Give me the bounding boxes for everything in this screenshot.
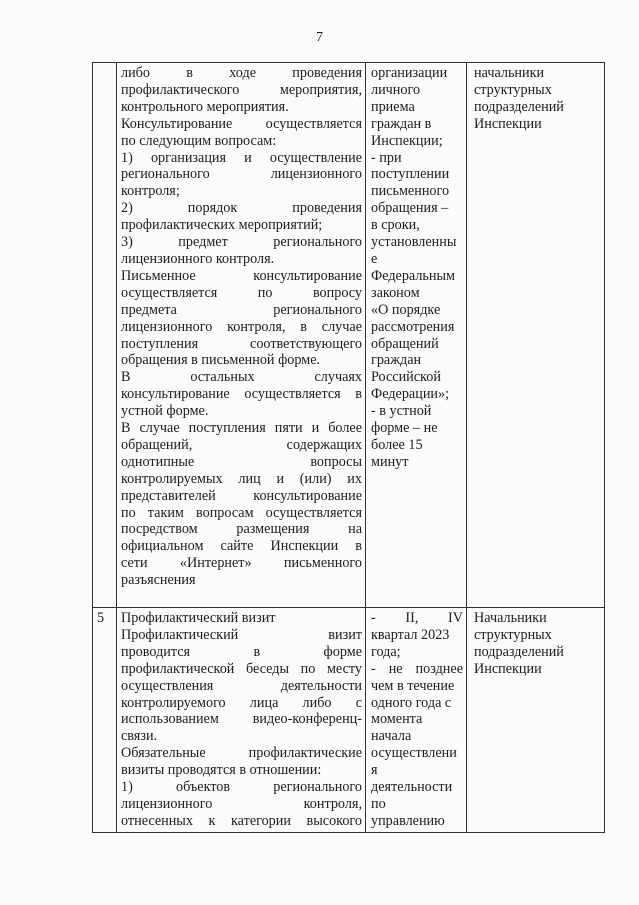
text-line: поступлении	[371, 166, 450, 183]
text-line: Российской	[371, 369, 441, 386]
text-line: официальном сайте Инспекции в	[121, 538, 362, 555]
text-line: обращений, содержащих	[121, 436, 362, 453]
text-line: В остальных случаях	[121, 369, 362, 386]
text-line: по	[371, 795, 386, 812]
text-line: Инспекции	[474, 660, 542, 677]
deadline-cell	[366, 608, 467, 833]
text-line: Обязательные профилактические	[121, 745, 362, 762]
text-line: регионального лицензионного	[121, 166, 362, 183]
text-line: связи.	[121, 728, 158, 745]
text-line: Начальники	[474, 610, 547, 626]
text-line: поступления соответствующего	[121, 335, 362, 352]
row-number	[93, 63, 116, 67]
text-line: управлению	[371, 812, 445, 829]
responsible-cell	[467, 63, 605, 608]
text-line: контроля;	[121, 183, 180, 200]
text-line: обращения в письменной форме.	[121, 352, 321, 369]
text-line: 3) предмет регионального	[121, 234, 362, 251]
page-number: 7	[316, 30, 323, 45]
text-line: - II, IV	[371, 610, 463, 626]
plan-table	[92, 62, 605, 833]
text-line: установленны	[371, 234, 457, 251]
text-line: е	[371, 250, 378, 267]
text-line: посредством размещения на	[121, 521, 362, 538]
text-line: 1) объектов регионального	[121, 779, 362, 796]
text-line: года;	[371, 643, 401, 660]
text-line: начальники	[474, 65, 545, 81]
text-line: профилактической беседы по месту	[121, 660, 362, 677]
text-line: предмета регионального	[121, 301, 362, 318]
text-line: Инспекции	[474, 115, 542, 132]
text-line: «О порядке	[371, 301, 441, 318]
text-line: подразделений	[474, 643, 564, 660]
text-line: осуществлени	[371, 745, 457, 762]
text-line: обращения –	[371, 200, 449, 217]
text-line: по следующим вопросам:	[121, 132, 277, 149]
text-line: осуществляется по вопросу	[121, 284, 362, 301]
table-row	[93, 63, 605, 608]
text-line: деятельности	[371, 779, 453, 796]
text-line: обращений	[371, 335, 439, 352]
text-line: - не позднее	[371, 660, 463, 677]
text-line: граждан в	[371, 115, 432, 132]
text-line: осуществления деятельности	[121, 677, 362, 694]
text-line: контрольного мероприятия.	[121, 98, 289, 115]
text-line: 1) организация и осуществление	[121, 149, 362, 166]
text-line: приема	[371, 98, 415, 115]
text-line: в сроки,	[371, 217, 420, 234]
text-line: профилактического мероприятия,	[121, 81, 362, 98]
text-line: лицензионного контроля,	[121, 795, 362, 812]
text-line: личного	[371, 81, 421, 98]
text-line: более 15	[371, 436, 423, 453]
text-line: Федерации»;	[371, 386, 450, 403]
row-number-cell	[93, 608, 117, 833]
table-row	[93, 608, 605, 833]
text-line: - в устной	[371, 403, 432, 420]
text-line: Федеральным	[371, 267, 456, 284]
text-line: В случае поступления пяти и более	[121, 420, 362, 437]
text-line: проводится в форме	[121, 643, 362, 660]
text-line: устной форме.	[121, 403, 209, 420]
text-line: Письменное консультирование	[121, 267, 362, 284]
text-line: визиты проводятся в отношении:	[121, 762, 322, 779]
row-number-cell	[93, 63, 117, 608]
text-line: отнесенных к категории высокого	[121, 812, 362, 829]
text-line: минут	[371, 453, 409, 470]
text-line: подразделений	[474, 98, 564, 115]
text-line: Профилактический визит	[121, 626, 362, 643]
text-line: представителей консультирование	[121, 487, 362, 504]
row-number: 5	[97, 610, 105, 626]
text-line: сети «Интернет» письменного	[121, 555, 362, 572]
text-line: профилактических мероприятий;	[121, 217, 323, 234]
text-line: структурных	[474, 626, 552, 643]
text-line: контролируемого лица либо с	[121, 694, 362, 711]
text-line: законом	[371, 284, 420, 301]
event-description-cell	[117, 608, 366, 833]
text-line: Профилактический визит	[121, 610, 276, 626]
text-line: граждан	[371, 352, 422, 369]
text-line: однотипные вопросы	[121, 453, 362, 470]
text-line: Инспекции;	[371, 132, 443, 149]
text-line: одного года с	[371, 694, 452, 711]
text-line: структурных	[474, 81, 552, 98]
text-line: организации	[371, 65, 448, 81]
text-line: момента	[371, 711, 423, 728]
text-line: использованием видео-конференц-	[121, 711, 362, 728]
text-line: лицензионного контроля, в случае	[121, 318, 362, 335]
text-line: - при	[371, 149, 402, 166]
event-description-cell	[117, 63, 366, 608]
text-line: Консультирование осуществляется	[121, 115, 362, 132]
text-line: начала	[371, 728, 412, 745]
text-line: форме – не	[371, 420, 438, 437]
text-line: лицензионного контроля.	[121, 250, 275, 267]
text-line: я	[371, 762, 378, 779]
text-line: либо в ходе проведения	[121, 65, 362, 81]
text-line: чем в течение	[371, 677, 455, 694]
responsible-cell	[467, 608, 605, 833]
text-line: по таким вопросам осуществляется	[121, 504, 362, 521]
text-line: рассмотрения	[371, 318, 455, 335]
text-line: разъяснения	[121, 572, 196, 589]
text-line: квартал 2023	[371, 626, 450, 643]
text-line: консультирование осуществляется в	[121, 386, 362, 403]
text-line: контролируемых лиц и (или) их	[121, 470, 362, 487]
deadline-cell	[366, 63, 467, 608]
text-line: письменного	[371, 183, 450, 200]
text-line: 2) порядок проведения	[121, 200, 362, 217]
